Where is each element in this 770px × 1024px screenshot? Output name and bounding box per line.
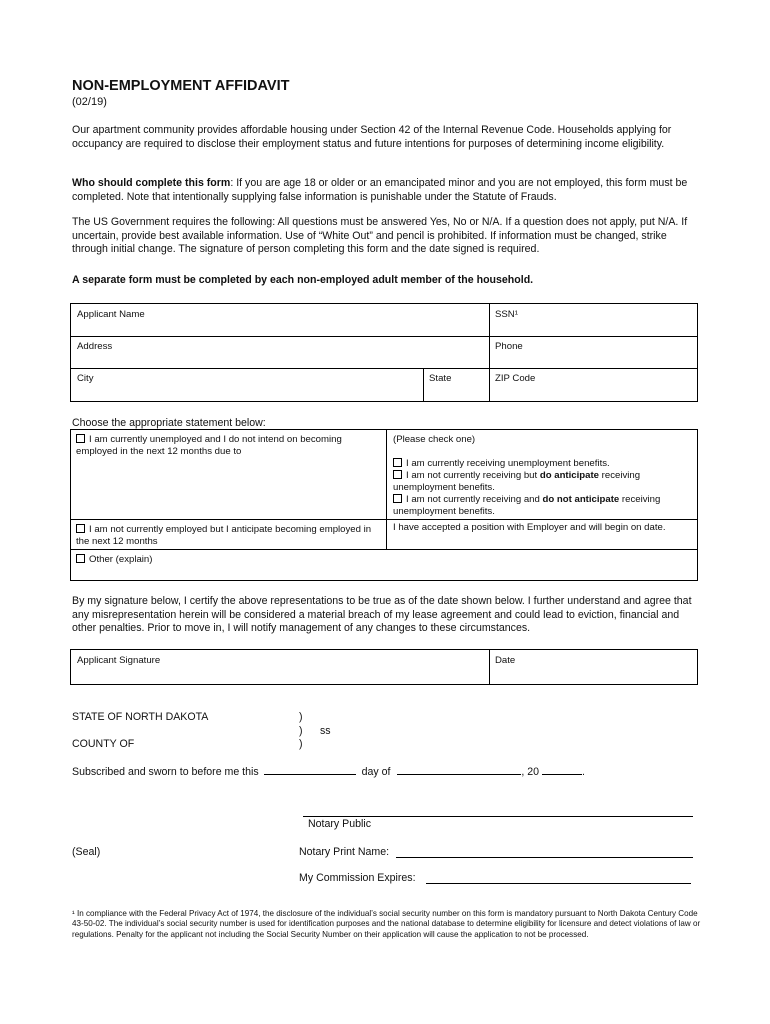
day-blank[interactable]	[264, 764, 356, 775]
option-unemployed-checkbox[interactable]	[76, 434, 85, 443]
commission-expires-line[interactable]	[426, 883, 691, 884]
notary-signature-line[interactable]	[303, 816, 693, 817]
paren-1: )	[299, 711, 303, 723]
month-blank[interactable]	[397, 764, 521, 775]
please-check-one: (Please check one)	[393, 434, 476, 445]
privacy-act-footnote: ¹ In compliance with the Federal Privacy Act of 1974, the disclosure of the individual’s social security number on this form is mandatory pursuant to North Dakota Century Code 43-50-02. The individual’s social security number is used for identification purposes and the national database to determine eligibility for licensure and detect violations of law or regulations. Penalty for the applicant not including the Social Security Number on their application will cause the application to not be processed.	[72, 909, 701, 939]
notary-print-name-line[interactable]	[396, 857, 693, 858]
paren-3: )	[299, 738, 303, 750]
state-of-north-dakota: STATE OF NORTH DAKOTA	[72, 711, 209, 723]
option-anticipate-employment-label: I am not currently employed but I anticipate becoming employed in the next 12 months	[76, 524, 372, 547]
zip-field[interactable]: ZIP Code	[495, 373, 536, 384]
certification-paragraph: By my signature below, I certify the above representations to be true as of the date shown below. I further understand and agree that any misrepresentation herein will be considered a material breach of my lease agreement and could lead to eviction, financial and other penalties. Prior to move in, I will notify management of any changes to these circumstances.	[72, 595, 692, 635]
sub-option-receiving-checkbox[interactable]	[393, 458, 402, 467]
subscribed-label: Subscribed and sworn to before me this	[72, 766, 259, 778]
sub-option-not-anticipate	[393, 494, 691, 518]
sub-option-anticipate-label: I am not currently receiving but	[406, 470, 540, 481]
city-field[interactable]: City	[77, 373, 94, 384]
option-anticipate-employment	[76, 524, 382, 548]
ssn-field[interactable]: SSN¹	[495, 309, 518, 320]
address-field[interactable]: Address	[77, 341, 113, 352]
day-of-label: day of	[361, 766, 391, 778]
page-title: NON-EMPLOYMENT AFFIDAVIT	[72, 78, 290, 94]
sub-option-not-anticipate-label: I am not currently receiving and	[406, 494, 543, 505]
sub-option-receiving	[393, 458, 691, 470]
ss-label: ss	[320, 725, 331, 737]
option-anticipate-employment-checkbox[interactable]	[76, 524, 85, 533]
option-other	[76, 554, 152, 566]
paren-2: )	[299, 725, 303, 737]
sub-option-anticipate-checkbox[interactable]	[393, 470, 402, 479]
accepted-position-text: I have accepted a position with Employer and will begin on date.	[393, 522, 666, 533]
notary-print-name-label: Notary Print Name:	[299, 846, 390, 858]
statements-table	[70, 429, 698, 581]
applicant-info-table	[70, 303, 698, 402]
state-field[interactable]: State	[429, 373, 452, 384]
applicant-name-field[interactable]: Applicant Name	[77, 309, 145, 320]
separate-form-notice: A separate form must be completed by each non-employed adult member of the household.	[72, 274, 534, 286]
option-other-label: Other (explain)	[89, 554, 153, 565]
sub-option-not-anticipate-label-end: receiving unemployment benefits.	[393, 494, 661, 517]
government-requirements-paragraph: The US Government requires the following: All questions must be answered Yes, No or N/A. If a question does not apply, put N/A. If uncertain, provide best available information. Use of “White Out” and pencil is prohibited. If information must be changed, strike through initial change. The signature of person completing this form and the date signed is required.	[72, 216, 688, 256]
sub-option-anticipate	[393, 470, 691, 494]
signature-date-field[interactable]: Date	[495, 655, 516, 666]
sub-option-anticipate-emphasis: do anticipate	[539, 470, 600, 481]
notary-public-label: Notary Public	[308, 818, 371, 830]
year-blank[interactable]	[542, 764, 582, 775]
county-of: COUNTY OF	[72, 738, 135, 750]
who-should-complete-label: Who should complete this form	[72, 177, 231, 189]
signature-table	[70, 649, 698, 685]
commission-expires-label: My Commission Expires:	[299, 872, 416, 884]
sub-option-not-anticipate-emphasis: do not anticipate	[542, 494, 620, 505]
option-unemployed	[76, 434, 378, 458]
period: .	[582, 766, 585, 778]
applicant-signature-field[interactable]: Applicant Signature	[77, 655, 161, 666]
phone-field[interactable]: Phone	[495, 341, 523, 352]
intro-paragraph: Our apartment community provides affordable housing under Section 42 of the Internal Revenue Code. Households applying for occupancy are required to disclose their employment status and future intentions for purposes of determining income eligibility.	[72, 124, 672, 150]
option-other-checkbox[interactable]	[76, 554, 85, 563]
sub-option-anticipate-label-end: receiving unemployment benefits.	[393, 470, 641, 493]
seal-label: (Seal)	[72, 846, 101, 858]
subscribed-line	[72, 764, 585, 778]
who-should-complete-text: : If you are age 18 or older or an emancipated minor and you are not employed, this form must be completed. Note that intentionally supplying false information is punishable under the Statute of Frauds.	[72, 177, 688, 203]
sub-option-not-anticipate-checkbox[interactable]	[393, 494, 402, 503]
sub-option-receiving-label: I am currently receiving unemployment benefits.	[406, 458, 610, 469]
who-should-complete-paragraph	[72, 177, 700, 204]
year-prefix: , 20	[521, 766, 540, 778]
statements-heading: Choose the appropriate statement below:	[72, 417, 266, 429]
revision-date: (02/19)	[72, 96, 107, 108]
option-unemployed-label: I am currently unemployed and I do not intend on becoming employed in the next 12 months due to	[76, 434, 342, 457]
